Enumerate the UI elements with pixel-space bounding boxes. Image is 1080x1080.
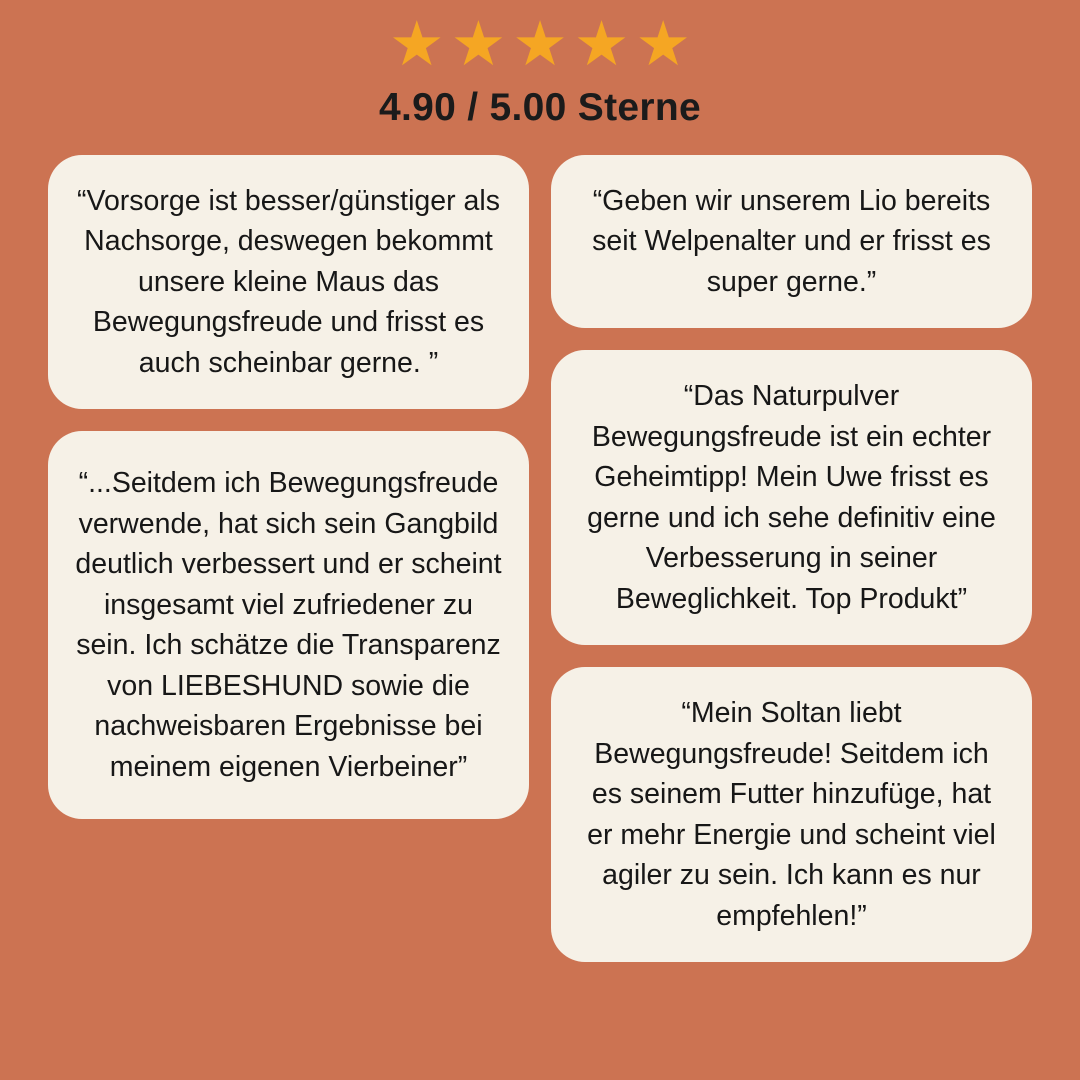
review-columns (0, 155, 1080, 962)
review-card (48, 431, 529, 819)
rating-header (0, 0, 1080, 130)
star-icon: ★ (389, 10, 445, 79)
star-icon: ★ (635, 10, 691, 79)
star-icon: ★ (450, 10, 507, 79)
review-card (48, 155, 529, 409)
review-card (551, 350, 1032, 645)
star-icon: ★ (512, 10, 568, 79)
review-text: “Vorsorge ist besser/günstiger als Nachsorge, deswegen bekommt unsere kleine Maus das Bewegungsfreude und frisst es auch scheinbar gerne. ” (77, 185, 500, 379)
rating-value-text: 4.90 / 5.00 Sterne (379, 86, 701, 129)
review-text: “Mein Soltan liebt Bewegungsfreude! Seitdem ich es seinem Futter hinzufüge, hat er mehr Energie und scheint viel agiler zu sein. Ich kann es nur empfehlen!” (587, 697, 996, 932)
review-text: “...Seitdem ich Bewegungsfreude verwende, hat sich sein Gangbild deutlich verbessert und er scheint insgesamt viel zufriedener zu sein. Ich schätze die Transparenz von LIEBESHUND sowie die nachweisbaren Ergebnisse bei meinem eigenen Vierbeiner” (75, 467, 502, 783)
review-column-right (551, 155, 1032, 962)
review-text: “Geben wir unserem Lio bereits seit Welpenalter und er frisst es super gerne.” (592, 185, 991, 298)
review-card (551, 155, 1032, 328)
review-card (551, 667, 1032, 962)
review-column-left (48, 155, 529, 819)
star-rating (0, 10, 1080, 79)
review-text: “Das Naturpulver Bewegungsfreude ist ein echter Geheimtipp! Mein Uwe frisst es gerne und ich sehe definitiv eine Verbesserung in seiner Beweglichkeit. Top Produkt” (587, 380, 996, 615)
star-icon: ★ (573, 10, 630, 79)
